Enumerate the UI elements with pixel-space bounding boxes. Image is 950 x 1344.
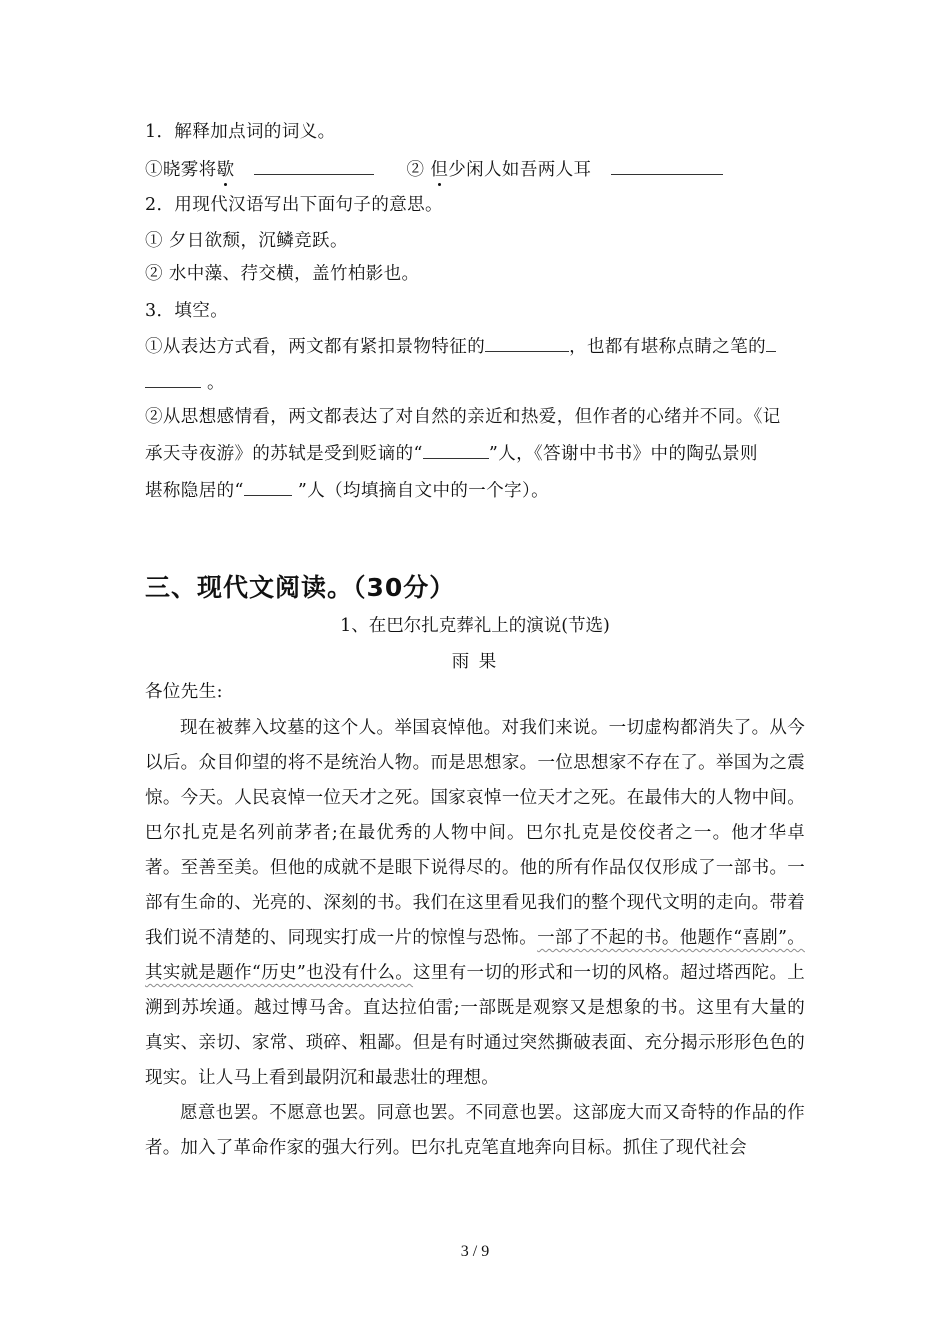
q1-item2-blank[interactable] (611, 156, 723, 175)
q1-item1-blank[interactable] (254, 156, 374, 175)
q3-fill-2-text-a: 承天寺夜游》的苏轼是受到贬谪的“ (145, 444, 423, 464)
article-author: 雨 果 (451, 652, 499, 672)
q3-blank-4[interactable] (244, 477, 292, 496)
q3-blank-1[interactable] (485, 333, 569, 352)
q2-sentence-2: ② 水中藻、荇交横，盖竹柏影也。 (145, 264, 420, 284)
q1-item1-text: ①晓雾将 (145, 160, 217, 180)
article-body (145, 711, 805, 1166)
article-salutation: 各位先生: (145, 682, 223, 702)
paragraph-1-wavy-underlined: 一部了不起的书。他题作“喜剧”。其实就是题作“历史”也没有什么。 (145, 928, 805, 983)
article-paragraph-1 (145, 711, 805, 1096)
q3-blank-2a[interactable] (766, 333, 776, 352)
q3-fill-1-text-c: 。 (207, 373, 225, 393)
q3-fill-1-text-a: ①从表达方式看，两文都有紧扣景物特征的 (145, 337, 486, 357)
q3-fill-1-text-b: ，也都有堪称点睛之笔的 (569, 337, 767, 357)
q3-fill-2-text-d: ”人（均填摘自文中的一个字）。 (297, 481, 550, 501)
paragraph-1-part-a: 现在被葬入坟墓的这个人。举国哀悼他。对我们来说。一切虚构都消失了。从今以后。众目仰望的将不是统治人物。而是思想家。一位思想家不存在了。举国为之震惊。今天。人民哀悼一位天才之死。国家哀悼一位天才之死。在最伟大的人物中间。巴尔扎克是名列前茅者;在最优秀的人物中间。巴尔扎克是佼佼者之一。他才华卓著。至善至美。但他的成就不是眼下说得尽的。他的所有作品仅仅形成了一部书。一部有生命的、光亮的、深刻的书。我们在这里看见我们的整个现代文明的走向。带着我们说不清楚的、同现实打成一片的惊惶与恐怖。 (145, 718, 805, 948)
section-heading: 三、现代文阅读。（30分） (145, 573, 456, 602)
q3-fill-2-line-1: ②从思想感情看，两文都表达了对自然的亲近和热爱，但作者的心绪并不同。《记 (145, 407, 781, 427)
q1-item2-dotted-word: 但 (430, 160, 449, 180)
article-paragraph-2: 愿意也罢。不愿意也罢。同意也罢。不同意也罢。这部庞大而又奇特的作品的作者。加入了革命作家的强大行列。巴尔扎克笔直地奔向目标。抓住了现代社会 (145, 1103, 805, 1158)
q1-item2-text: 少闲人如吾两人耳 (448, 160, 592, 180)
q3-fill-2-line-2 (145, 440, 758, 466)
article-title: 1、在巴尔扎克葬礼上的演说(节选) (340, 616, 610, 636)
q1-title: 1．解释加点词的词义。 (145, 122, 336, 142)
q3-fill-2-text-c: 堪称隐居的“ (145, 481, 244, 501)
q3-fill-1 (145, 333, 776, 359)
q3-fill-2-line-3 (145, 477, 549, 503)
q1-item2-label: ② (406, 160, 425, 180)
q3-blank-3[interactable] (423, 440, 489, 459)
paragraph-1-part-b: 这里有一切的形式和一切的风格。超过塔西陀。上溯到苏埃通。越过博马舍。直达拉伯雷;一部既是观察又是想象的书。这里有大量的真实、亲切、家常、琐碎、粗鄙。但是有时通过突然撕破表面、充分揭示形形色色的现实。让人马上看到最阴沉和最悲壮的理想。 (145, 963, 805, 1088)
q1-items (145, 156, 723, 182)
q2-sentence-1: ① 夕日欲颓，沉鳞竞跃。 (145, 231, 348, 251)
q2-title: 2．用现代汉语写出下面句子的意思。 (145, 195, 443, 215)
q3-title: 3．填空。 (145, 301, 229, 321)
q3-fill-1-cont (145, 369, 225, 395)
q3-fill-2-text-b: ”人，《答谢中书书》中的陶弘景则 (488, 444, 758, 464)
q1-item1-dotted-word: 歇 (216, 160, 235, 180)
q3-blank-2b[interactable] (145, 369, 201, 388)
page-number: 3 / 9 (460, 1243, 490, 1260)
